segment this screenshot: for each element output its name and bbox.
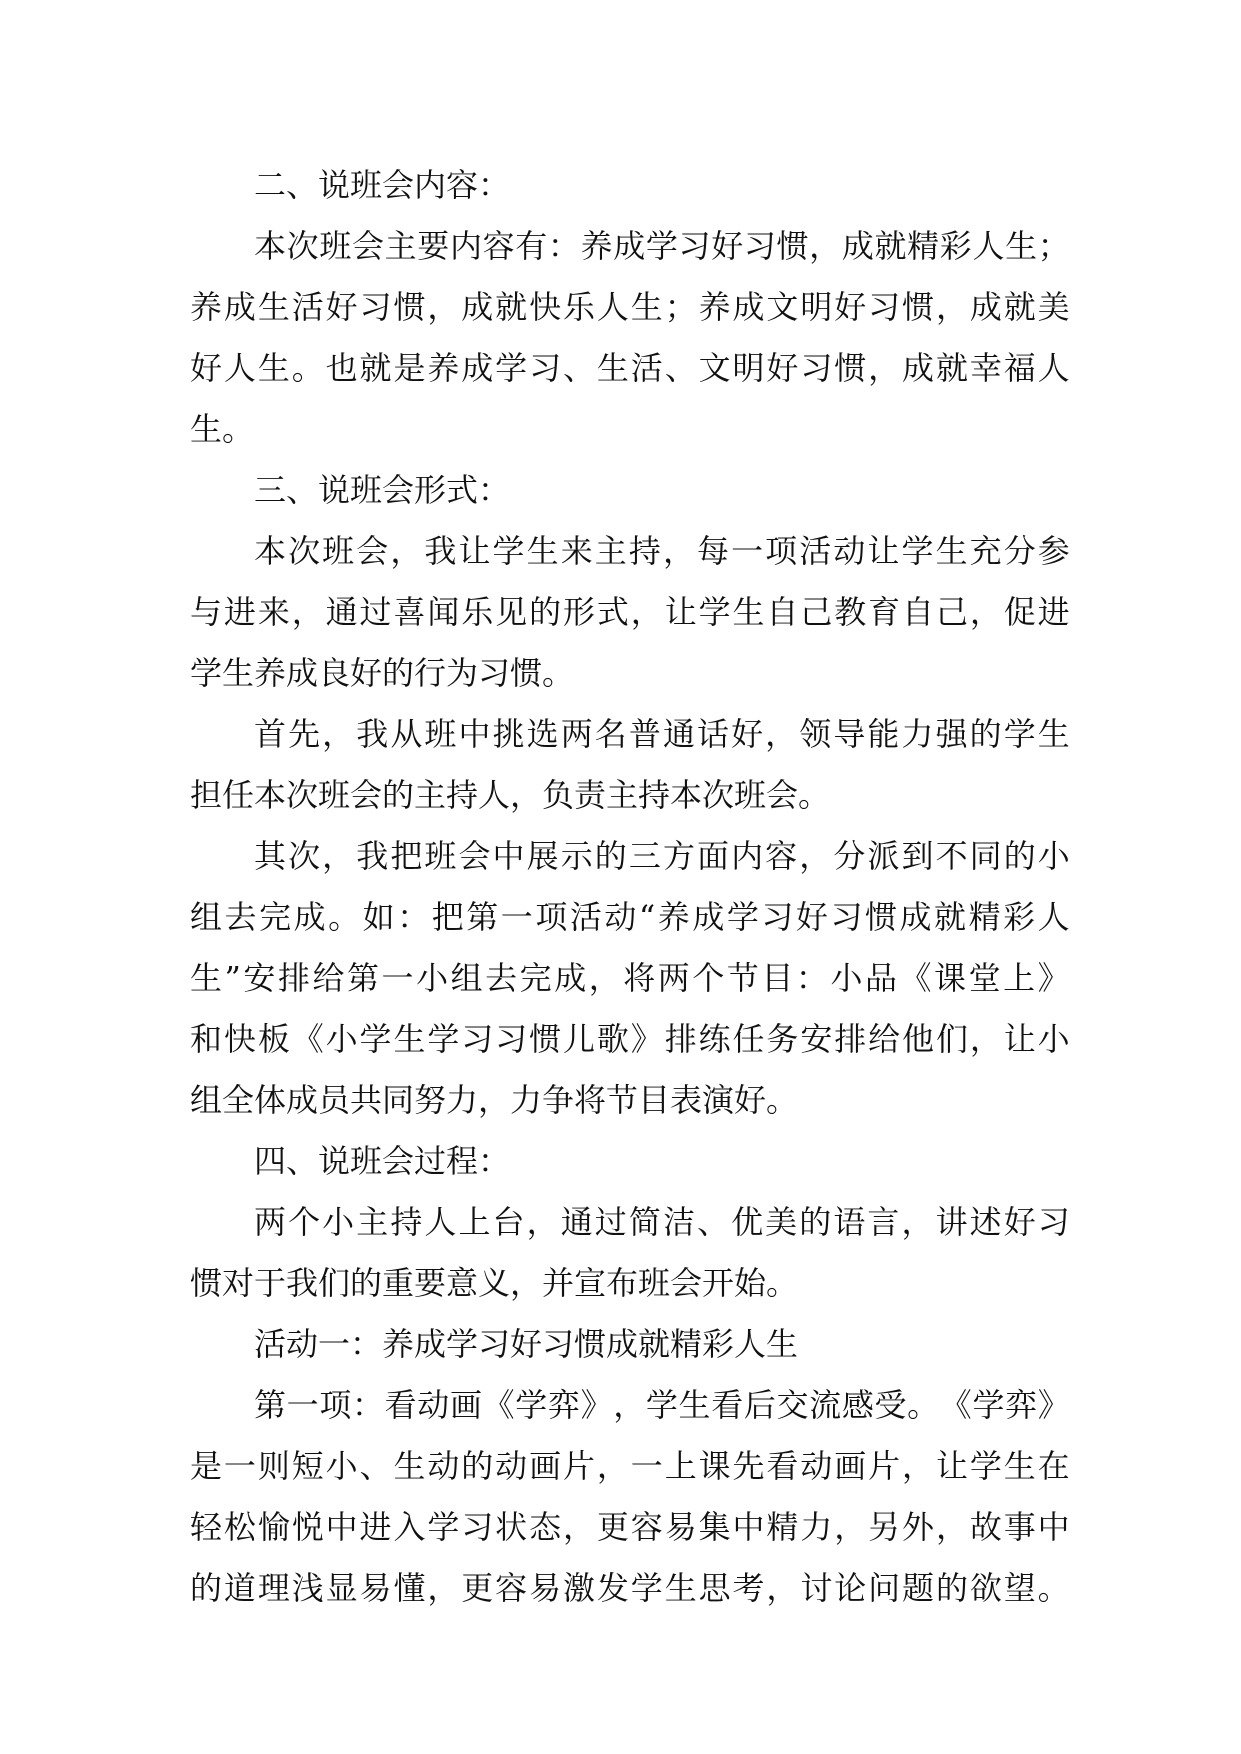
paragraph-line: 其 次 ， 我 把 班 会 中 展 示 的 三 方 面 内 容 ， 分 派 到 不 同 的 小: [254, 837, 1070, 875]
paragraph-line: 惯对于我们的重要意义，并宣布班会开始。: [190, 1264, 799, 1302]
paragraph-line: 和 快 板 《 小 学 生 学 习 习 惯 儿 歌 》 排 练 任 务 安 排 给 他 们 ， 让 小: [190, 1020, 1070, 1058]
paragraph-line: 学生养成良好的行为习惯。: [190, 654, 575, 692]
paragraph-line: 是 一 则 短 小 、 生 动 的 动 画 片 ， 一 上 课 先 看 动 画 片 ， 让 学 生 在: [190, 1447, 1070, 1485]
paragraph-line: 担任本次班会的主持人，负责主持本次班会。: [190, 776, 831, 814]
paragraph-line: 两 个 小 主 持 人 上 台 ， 通 过 简 洁 、 优 美 的 语 言 ， 讲 述 好 习: [254, 1203, 1070, 1241]
heading-class-content: 二、说班会内容：: [254, 166, 511, 204]
paragraph-line: 组 去 完 成 。 如 ： 把 第 一 项 活 动 “ 养 成 学 习 好 习 惯 成 就 精 彩 人: [190, 898, 1070, 936]
paragraph-line: 养 成 生 活 好 习 惯 ， 成 就 快 乐 人 生 ； 养 成 文 明 好 习 惯 ， 成 就 美: [190, 288, 1070, 326]
paragraph-line: 好 人 生 。 也 就 是 养 成 学 习 、 生 活 、 文 明 好 习 惯 ， 成 就 幸 福 人: [190, 349, 1070, 387]
heading-class-form: 三、说班会形式：: [254, 471, 511, 509]
paragraph-line: 第 一 项 ： 看 动 画 《 学 弈 》 ， 学 生 看 后 交 流 感 受 。 《 学 弈 》: [254, 1386, 1070, 1424]
paragraph-line: 首 先 ， 我 从 班 中 挑 选 两 名 普 通 话 好 ， 领 导 能 力 强 的 学 生: [254, 715, 1070, 753]
paragraph-line: 与 进 来 ， 通 过 喜 闻 乐 见 的 形 式 ， 让 学 生 自 己 教 育 自 己 ， 促 进: [190, 593, 1070, 631]
paragraph-line: 组全体成员共同努力，力争将节目表演好。: [190, 1081, 799, 1119]
paragraph-line: 本 次 班 会 ， 我 让 学 生 来 主 持 ， 每 一 项 活 动 让 学 生 充 分 参: [254, 532, 1070, 570]
paragraph-line: 轻 松 愉 悦 中 进 入 学 习 状 态 ， 更 容 易 集 中 精 力 ， 另 外 ， 故 事 中: [190, 1508, 1070, 1546]
heading-class-process: 四、说班会过程：: [254, 1142, 511, 1180]
document-page: [190, 155, 1070, 1619]
activity-one-heading: 活动一：养成学习好习惯成就精彩人生: [254, 1325, 799, 1363]
paragraph-line: 生。: [190, 410, 255, 448]
paragraph-line: 的 道 理 浅 显 易 懂 ， 更 容 易 激 发 学 生 思 考 ， 讨 论 问 题 的 欲 望 。: [190, 1569, 1070, 1607]
paragraph-line: 本 次 班 会 主 要 内 容 有 ： 养 成 学 习 好 习 惯 ， 成 就 精 彩 人 生 ；: [254, 227, 1070, 265]
paragraph-line: 生 ” 安 排 给 第 一 小 组 去 完 成 ， 将 两 个 节 目 ： 小 品 《 课 堂 上 》: [190, 959, 1070, 997]
